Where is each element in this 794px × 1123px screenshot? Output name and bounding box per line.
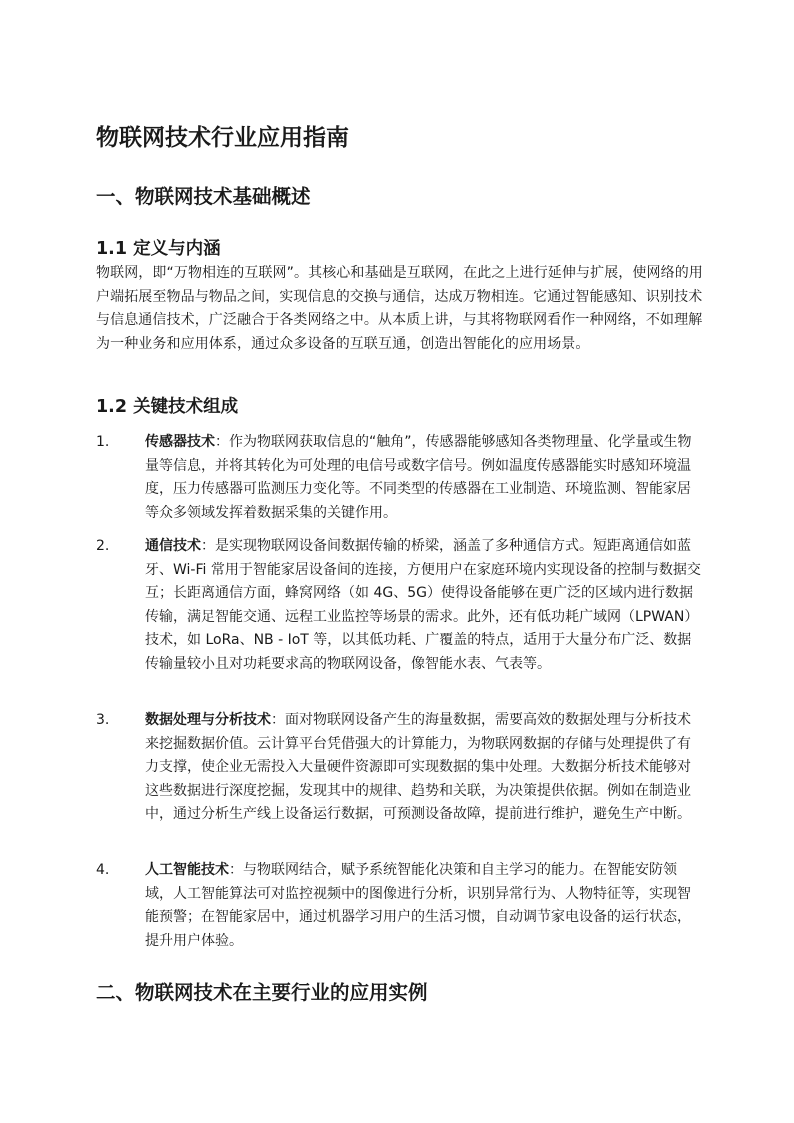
list-item-body (145, 431, 703, 525)
list-item-number: 4. (96, 862, 110, 878)
list-item-body (145, 709, 703, 827)
list-item-text: ：是实现物联网设备间数据传输的桥梁，涵盖了多种通信方式。短距离通信如蓝牙、Wi-Fi 常用于智能家居设备间的连接，方便用户在家庭环境内实现设备的控制与数据交互；长距离通信方面，蜂窝网络（如 4G、5G）使得设备能够在更广泛的区域内进行数据传输，满足智能交通、远程工业监控等场景的需求。此外，还有低功耗广域网（LPWAN）技术，如 LoRa、NB - IoT 等，以其低功耗、广覆盖的特点，适用于大量分布广泛、数据传输量较小且对功耗要求高的物联网设备，像智能水表、气表等。 (145, 538, 701, 672)
list-item-term: 传感器技术 (145, 434, 215, 450)
subsection-1-2-heading: 1.2 关键技术组成 (96, 397, 239, 417)
list-item-text: ：与物联网结合，赋予系统智能化决策和自主学习的能力。在智能安防领域，人工智能算法可对监控视频中的图像进行分析，识别异常行为、人物特征等，实现智能预警；在智能家居中，通过机器学习用户的生活习惯，自动调节家电设备的运行状态，提升用户体验。 (145, 862, 691, 949)
section-2-heading: 二、物联网技术在主要行业的应用实例 (96, 981, 428, 1004)
list-item-number: 2. (96, 538, 110, 554)
list-item-term: 人工智能技术 (145, 862, 229, 878)
list-item-term: 数据处理与分析技术 (145, 712, 271, 728)
list-item-term: 通信技术 (145, 538, 201, 554)
section-1-heading: 一、物联网技术基础概述 (96, 185, 311, 208)
definition-paragraph: 物联网，即“万物相连的互联网”。其核心和基础是互联网，在此之上进行延伸与扩展，使网络的用户端拓展至物品与物品之间，实现信息的交换与通信，达成万物相连。它通过智能感知、识别技术与信息通信技术，广泛融合于各类网络之中。从本质上讲，与其将物联网看作一种网络，不如理解为一种业务和应用体系，通过众多设备的互联互通，创造出智能化的应用场景。 (96, 265, 703, 352)
list-item-number: 1. (96, 434, 110, 450)
list-item-body (145, 535, 703, 676)
subsection-1-1-heading: 1.1 定义与内涵 (96, 239, 221, 259)
list-item-number: 3. (96, 712, 110, 728)
document-title: 物联网技术行业应用指南 (96, 125, 349, 151)
list-item-text: ：作为物联网获取信息的“触角”，传感器能够感知各类物理量、化学量或生物量等信息，并将其转化为可处理的电信号或数字信号。例如温度传感器能实时感知环境温度，压力传感器可监测压力变化等。不同类型的传感器在工业制造、环境监测、智能家居等众多领域发挥着数据采集的关键作用。 (145, 434, 692, 521)
list-item-text: ：面对物联网设备产生的海量数据，需要高效的数据处理与分析技术来挖掘数据价值。云计算平台凭借强大的计算能力，为物联网数据的存储与处理提供了有力支撑，使企业无需投入大量硬件资源即可实现数据的集中处理。大数据分析技术能够对这些数据进行深度挖掘，发现其中的规律、趋势和关联，为决策提供依据。例如在制造业中，通过分析生产线上设备运行数据，可预测设备故障，提前进行维护，避免生产中断。 (145, 712, 691, 822)
list-item-body (145, 859, 703, 953)
